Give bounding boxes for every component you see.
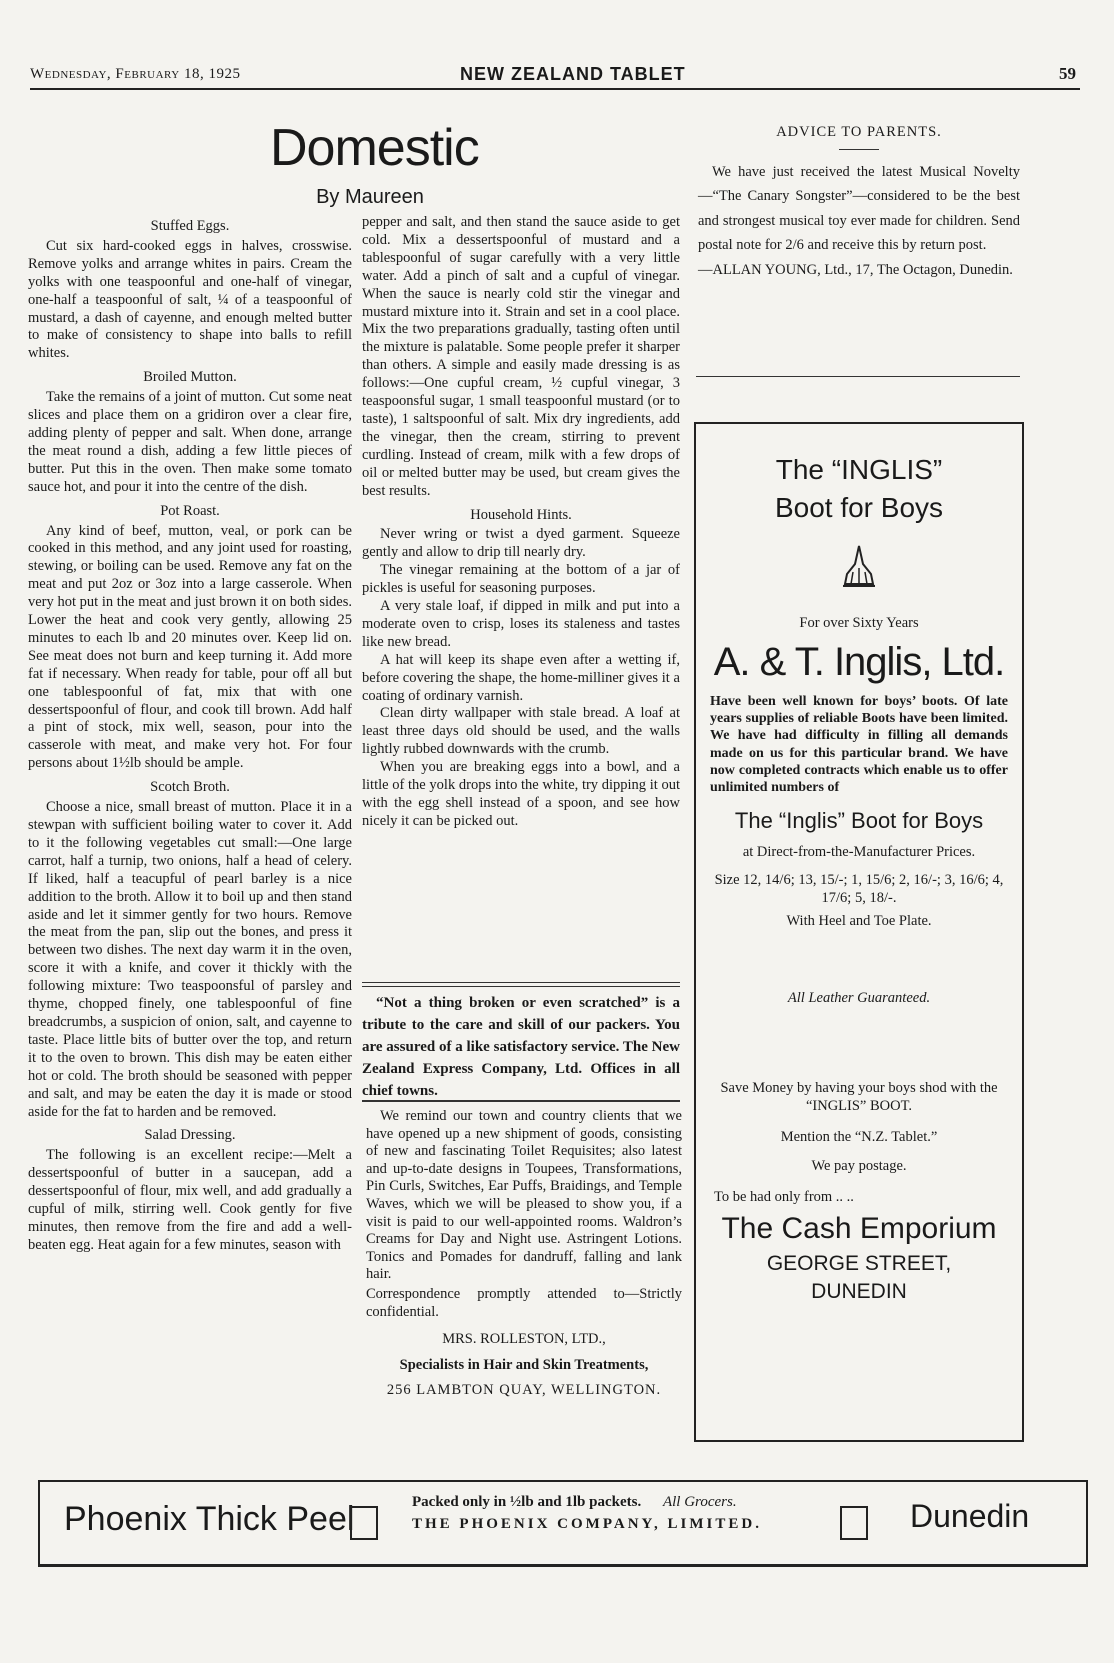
inglis-street: GEORGE STREET,	[766, 1252, 952, 1276]
recipe-text: The following is an excellent recipe:—Melt a dessertspoonful of butter in a saucepan, add a dessertspoonful of flour, mix well, and add gradually a cupful of milk, stirring well. Cook gently for five minutes, then remove from the fire and add a well-beaten egg. Heat again for a few minutes, season with	[28, 1147, 352, 1253]
inglis-prices-intro: at Direct-from-the-Manufacturer Prices.	[742, 844, 976, 861]
phoenix-name: Phoenix Thick Peel	[64, 1500, 355, 1538]
recipe-heading: Pot Roast.	[160, 502, 220, 519]
inglis-had: To be had only from .. ..	[714, 1189, 854, 1206]
masthead: NEW ZEALAND TABLET	[460, 64, 686, 84]
recipe-broiled-mutton	[28, 369, 352, 496]
phoenix-city: Dunedin	[910, 1498, 1030, 1534]
phoenix-packed: Packed only in ½lb and 1lb packets.	[412, 1494, 642, 1510]
advice-signature: —ALLAN YOUNG, Ltd., 17, The Octagon, Dunedin.	[698, 261, 1013, 278]
inglis-company: A. & T. Inglis, Ltd.	[713, 640, 1005, 684]
hint: A hat will keep its shape even after a wetting if, before covering the shape, the home-milliner gives it a coating of ordinary varnish.	[362, 651, 680, 704]
inglis-city: DUNEDIN	[811, 1280, 907, 1304]
divider	[839, 149, 879, 150]
article-byline: By Maureen	[316, 186, 424, 208]
divider	[362, 986, 680, 987]
boot-emblem-icon	[696, 544, 1022, 593]
express-company-ad: “Not a thing broken or even scratched” is a tribute to the care and skill of our packers. You are assured of a like satisfactory service. The New Zealand Express Company, Ltd. Offices in all chief towns.	[362, 995, 680, 1099]
hint: Clean dirty wallpaper with stale bread. A loaf at least three days old should be used, and the walls lightly rubbed downwards with the crumb.	[362, 705, 680, 758]
inglis-sizes: Size 12, 14/6; 13, 15/-; 1, 15/6; 2, 16/-; 3, 16/6; 4, 17/6; 5, 18/-.	[714, 872, 1004, 907]
hint: Never wring or twist a dyed garment. Squeeze gently and allow to drip till nearly dry.	[362, 526, 680, 561]
recipe-stuffed-eggs	[28, 218, 352, 363]
recipe-text: Take the remains of a joint of mutton. Cut some neat slices and place them on a gridiron over a clear fire, adding plenty of pepper and salt. When done, arrange the meat round a dish, adding a few little pieces of butter. Put this in the oven. Then make some tomato sauce hot, and pour it into the centre of the dish.	[28, 389, 352, 495]
recipe-salad-dressing	[28, 1127, 352, 1254]
inglis-save: Save Money by having your boys shod with the “INGLIS” BOOT.	[720, 1080, 998, 1115]
recipe-heading: Scotch Broth.	[150, 779, 230, 796]
rolleston-ad	[366, 1108, 682, 1400]
inglis-store: The Cash Emporium	[721, 1212, 997, 1246]
inglis-body: Have been well known for boys’ boots. Of late years supplies of reliable Boots have been limited. We have had difficulty in filling all demands made on us for this particular brand. We have now completed contracts which enable us to offer unlimited numbers of	[710, 694, 1008, 796]
recipe-pot-roast	[28, 503, 352, 774]
household-hints-heading: Household Hints.	[470, 506, 572, 523]
recipe-text: Choose a nice, small breast of mutton. Place it in a stewpan with sufficient boiling water to cover it. Add to it the following vegetables cut small:—One large carrot, half a turnip, two onions, half a head of celery. If liked, half a teacupful of pearl barley is a nice addition to the broth. Allow it to boil up and then stand aside and let it simmer gently for two hours. Remove the meat from the pan, slip out the bones, and press it between two dishes. The next day warm it in the oven, score it with a knife, and cover it thickly with the following mixture: Two teaspoonsful of parsley and thyme, chopped finely, one tablespoonful of fine breadcrumbs, a suspicion of onion, salt, and cayenne to taste. Place little bits of butter over the top, and return it to the oven to brown. This dish may be eaten either hot or cold. The broth should be seasoned with pepper and salt, and may be eaten the day it is made or stood aside for the fat to harden and be removed.	[28, 799, 352, 1120]
middle-column	[362, 214, 680, 831]
rolleston-body: We remind our town and country clients that we have opened up a new shipment of goods, consisting of new and fascinating Toilet Requisites; also latest and up-to-date designs in Toupees, Transformations, Pin Curls, Switches, Ear Puffs, Braidings, and Temple Waves, which we will be pleased to show you, if a visit is paid to our well-appointed rooms. Waldron’s Creams for Day and Night use. Astringent Lotions. Tonics and Pomades for dandruff, falling and lank hair.	[366, 1108, 682, 1283]
phoenix-company: THE PHOENIX COMPANY, LIMITED.	[412, 1516, 762, 1532]
page-header	[30, 64, 1080, 90]
inglis-heel: With Heel and Toe Plate.	[786, 913, 932, 930]
hint: The vinegar remaining at the bottom of a jar of pickles is useful for seasoning purposes.	[362, 562, 680, 597]
divider	[362, 1100, 680, 1102]
advice-ad	[698, 120, 1020, 283]
phoenix-ad	[38, 1480, 1088, 1567]
left-column	[28, 212, 352, 1255]
rolleston-correspondence: Correspondence promptly attended to—Strictly confidential.	[366, 1285, 682, 1320]
hint: A very stale loaf, if dipped in milk and put into a moderate oven to crisp, loses its staleness and tastes like new bread.	[362, 598, 680, 650]
recipe-heading: Salad Dressing.	[144, 1127, 236, 1144]
hint: When you are breaking eggs into a bowl, and a little of the yolk drops into the white, try dipping it out with the egg shell instead of a spoon, and see how nicely it can be picked out.	[362, 759, 680, 829]
divider	[696, 376, 1020, 377]
inglis-postage: We pay postage.	[811, 1158, 907, 1175]
advice-heading: ADVICE TO PARENTS.	[776, 124, 942, 140]
inglis-headline-2: Boot for Boys	[774, 492, 944, 523]
phoenix-packed-line	[412, 1494, 812, 1511]
advice-body: We have just received the latest Musical Novelty—“The Canary Songster”—considered to be the best and strongest musical toy ever made for children. Send postal note for 2/6 and receive this by return post.	[698, 163, 1020, 254]
recipe-heading: Stuffed Eggs.	[150, 218, 230, 234]
inglis-sixty-years: For over Sixty Years	[799, 615, 919, 631]
salad-dressing-continued: pepper and salt, and then stand the sauce aside to get cold. Mix a dessertspoonful of mustard and a tablespoonful of sugar carefully with a very little water. Add a pinch of salt and a cupful of vinegar. When the sauce is nearly cold stir the vinegar and mustard mixture into it. Strain and set in a cool place. Mix the two preparations gradually, tasting often until the mixture is palatable. Some people prefer it sharper than others. A simple and easily made dressing is as follows:—One cupful cream, ½ cupful vinegar, 3 teaspoonsful sugar, 1 small teaspoonful mustard (or to taste), 1 saltspoonful of salt. Mix dry ingredients, add the vinegar, then the cream, stirring to prevent curdling. Instead of cream, milk with a few drops of oil or melted butter may be used, but cream gives the best results.	[362, 214, 680, 499]
inglis-mid-headline: The “Inglis” Boot for Boys	[734, 808, 984, 834]
recipe-heading: Broiled Mutton.	[143, 369, 237, 386]
page-number: 59	[1059, 64, 1076, 83]
article-title: Domestic	[270, 119, 479, 177]
recipe-scotch-broth	[28, 779, 352, 1121]
inglis-ad	[694, 422, 1024, 1442]
inglis-guarantee: All Leather Guaranteed.	[787, 990, 931, 1007]
box-icon	[840, 1506, 868, 1540]
inglis-headline-1: The “INGLIS”	[775, 454, 943, 485]
divider	[362, 982, 680, 983]
recipe-text: Any kind of beef, mutton, veal, or pork can be cooked in this method, and any joint used for roasting, stewing, or boiling can be used. Remove any fat on the meat and put 2oz or 3oz into a large casserole. When very hot put in the meat and just brown it on both sides. Lower the heat and cook very gently, allowing 25 minutes to each lb and 20 minutes over. Keep lid on. See meat does not burn and keep turning it. Add more fat if necessary. When ready for table, pour off all but one tablespoonful of fat, mix that with one dessertspoonful of flour, and cook till brown. Add half a pint of stock, mix well, season, pour into the casserole with meat, and make very hot. For four persons about 1½lb should be ample.	[28, 522, 352, 772]
recipe-text: Cut six hard-cooked eggs in halves, crosswise. Remove yolks and arrange whites in pairs. Cream the yolks with one teaspoonful and one-half of vinegar, one-half a teaspoonful of salt, ¼ of a teaspoonful of mustard, a dash of cayenne, and enough melted butter to make of consistency to shape into balls to refill whites.	[28, 237, 352, 362]
phoenix-grocers: All Grocers.	[662, 1494, 737, 1510]
inglis-mention: Mention the “N.Z. Tablet.”	[780, 1129, 938, 1146]
rolleston-company: MRS. ROLLESTON, LTD.,	[442, 1331, 606, 1348]
issue-date: Wednesday, February 18, 1925	[30, 66, 241, 82]
rolleston-address: 256 LAMBTON QUAY, WELLINGTON.	[386, 1382, 662, 1399]
box-icon	[350, 1506, 378, 1540]
rolleston-specialists: Specialists in Hair and Skin Treatments,	[399, 1356, 649, 1373]
